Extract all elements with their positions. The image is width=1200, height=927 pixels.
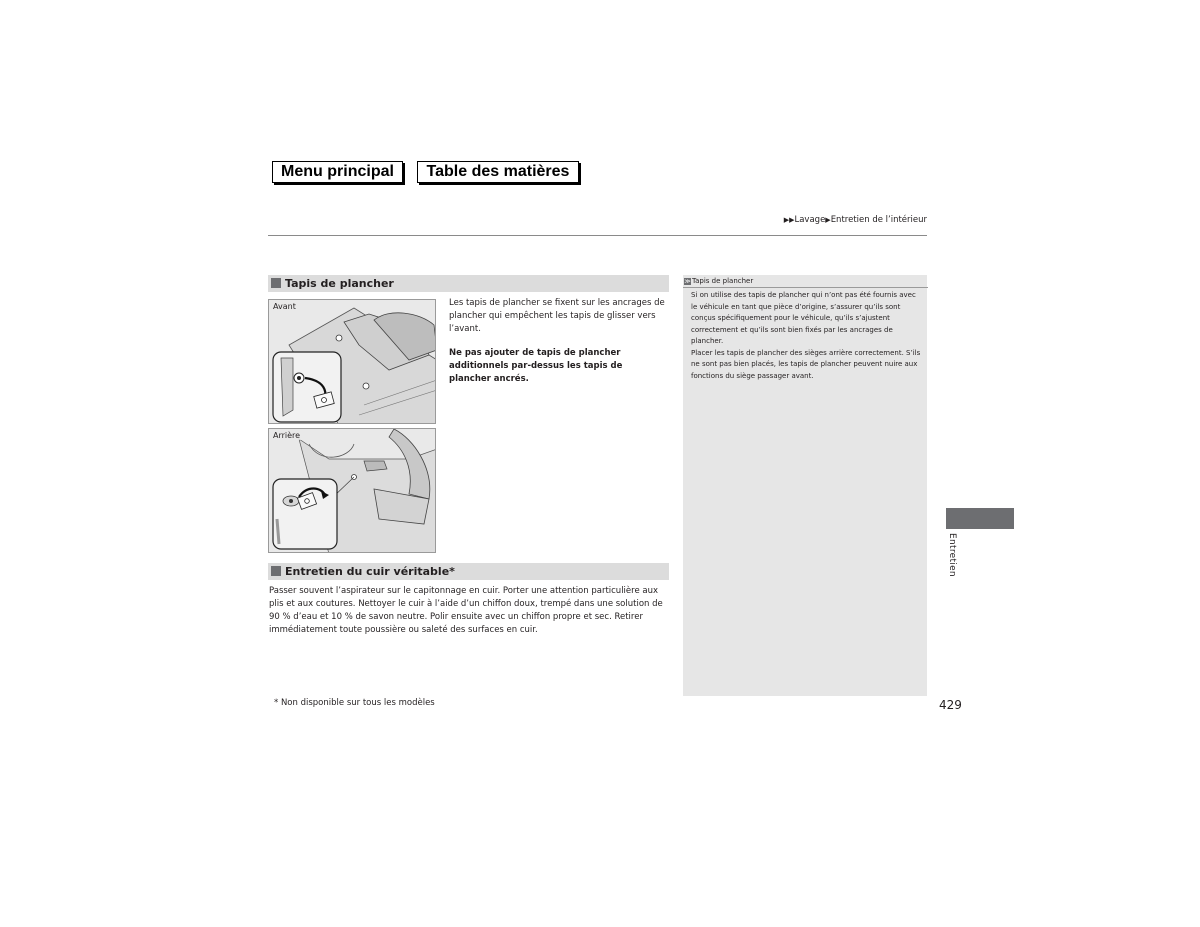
breadcrumb-item-lavage[interactable]: Lavage (794, 215, 826, 225)
rear-floor-illustration-drawing (269, 429, 436, 553)
floor-mat-intro-text: Les tapis de plancher se fixent sur les ancrages de plancher qui empêchent les tapis de glisser vers l’avant. (449, 298, 665, 334)
rear-label: Arrière (273, 431, 301, 440)
breadcrumb-item-entretien[interactable]: Entretien de l’intérieur (830, 215, 927, 225)
main-menu-button[interactable]: Menu principal (272, 161, 403, 183)
section-heading-floor-mats (268, 275, 669, 292)
footnote: * Non disponible sur tous les modèles (274, 698, 435, 708)
footnote-asterisk: * (449, 565, 455, 578)
side-note-body (691, 290, 921, 382)
side-note-paragraph: Si on utilise des tapis de plancher qui n’ont pas été fournis avec le véhicule en tant que pièce d’origine, s’assurer qu’ils sont conçus spécifiquement pour le véhicule, qu’ils s’ajustent correctement et qu’ils sont bien fixés par les ancrages de plancher. (691, 291, 916, 345)
side-note-panel (683, 275, 927, 696)
section-marker-icon (271, 278, 281, 288)
front-floor-mat-illustration (268, 299, 436, 424)
leather-care-text: Passer souvent l’aspirateur sur le capitonnage en cuir. Porter une attention particulière aux plis et aux coutures. Nettoyer le cuir à l’aide d’un chiffon doux, trempé dans une solution de 90 % d’eau et 10 % de savon neutre. Polir ensuite avec un chiffon propre et sec. Retirer immédiatement toute poussière ou saleté des surfaces en cuir. (269, 586, 663, 635)
chapter-tab-label: Entretien (947, 533, 957, 577)
section-title: Tapis de plancher (285, 277, 394, 290)
floor-mat-warning-text: Ne pas ajouter de tapis de plancher additionnels par-dessus les tapis de plancher ancrés. (449, 348, 623, 384)
note-icon: ≫ (684, 278, 691, 285)
page-number: 429 (939, 698, 962, 712)
double-arrow-icon: ▶▶ (783, 216, 795, 224)
side-note-heading (683, 275, 928, 288)
arrow-icon: ▶ (825, 216, 831, 224)
header-divider (268, 235, 927, 236)
side-note-title: Tapis de plancher (692, 277, 754, 285)
breadcrumb (784, 215, 927, 225)
table-of-contents-button[interactable]: Table des matières (417, 161, 579, 183)
section-title: Entretien du cuir véritable (285, 565, 450, 578)
front-label: Avant (273, 302, 296, 311)
side-note-paragraph: Placer les tapis de plancher des sièges arrière correctement. S’ils ne sont pas bien placés, les tapis de plancher peuvent nuire aux fonctions du siège passager avant. (691, 348, 921, 380)
rear-floor-mat-illustration (268, 428, 436, 553)
front-floor-illustration-drawing (269, 300, 436, 424)
chapter-tab-marker[interactable] (946, 508, 1014, 529)
section-heading-leather-care (268, 563, 669, 580)
section-marker-icon (271, 566, 281, 576)
